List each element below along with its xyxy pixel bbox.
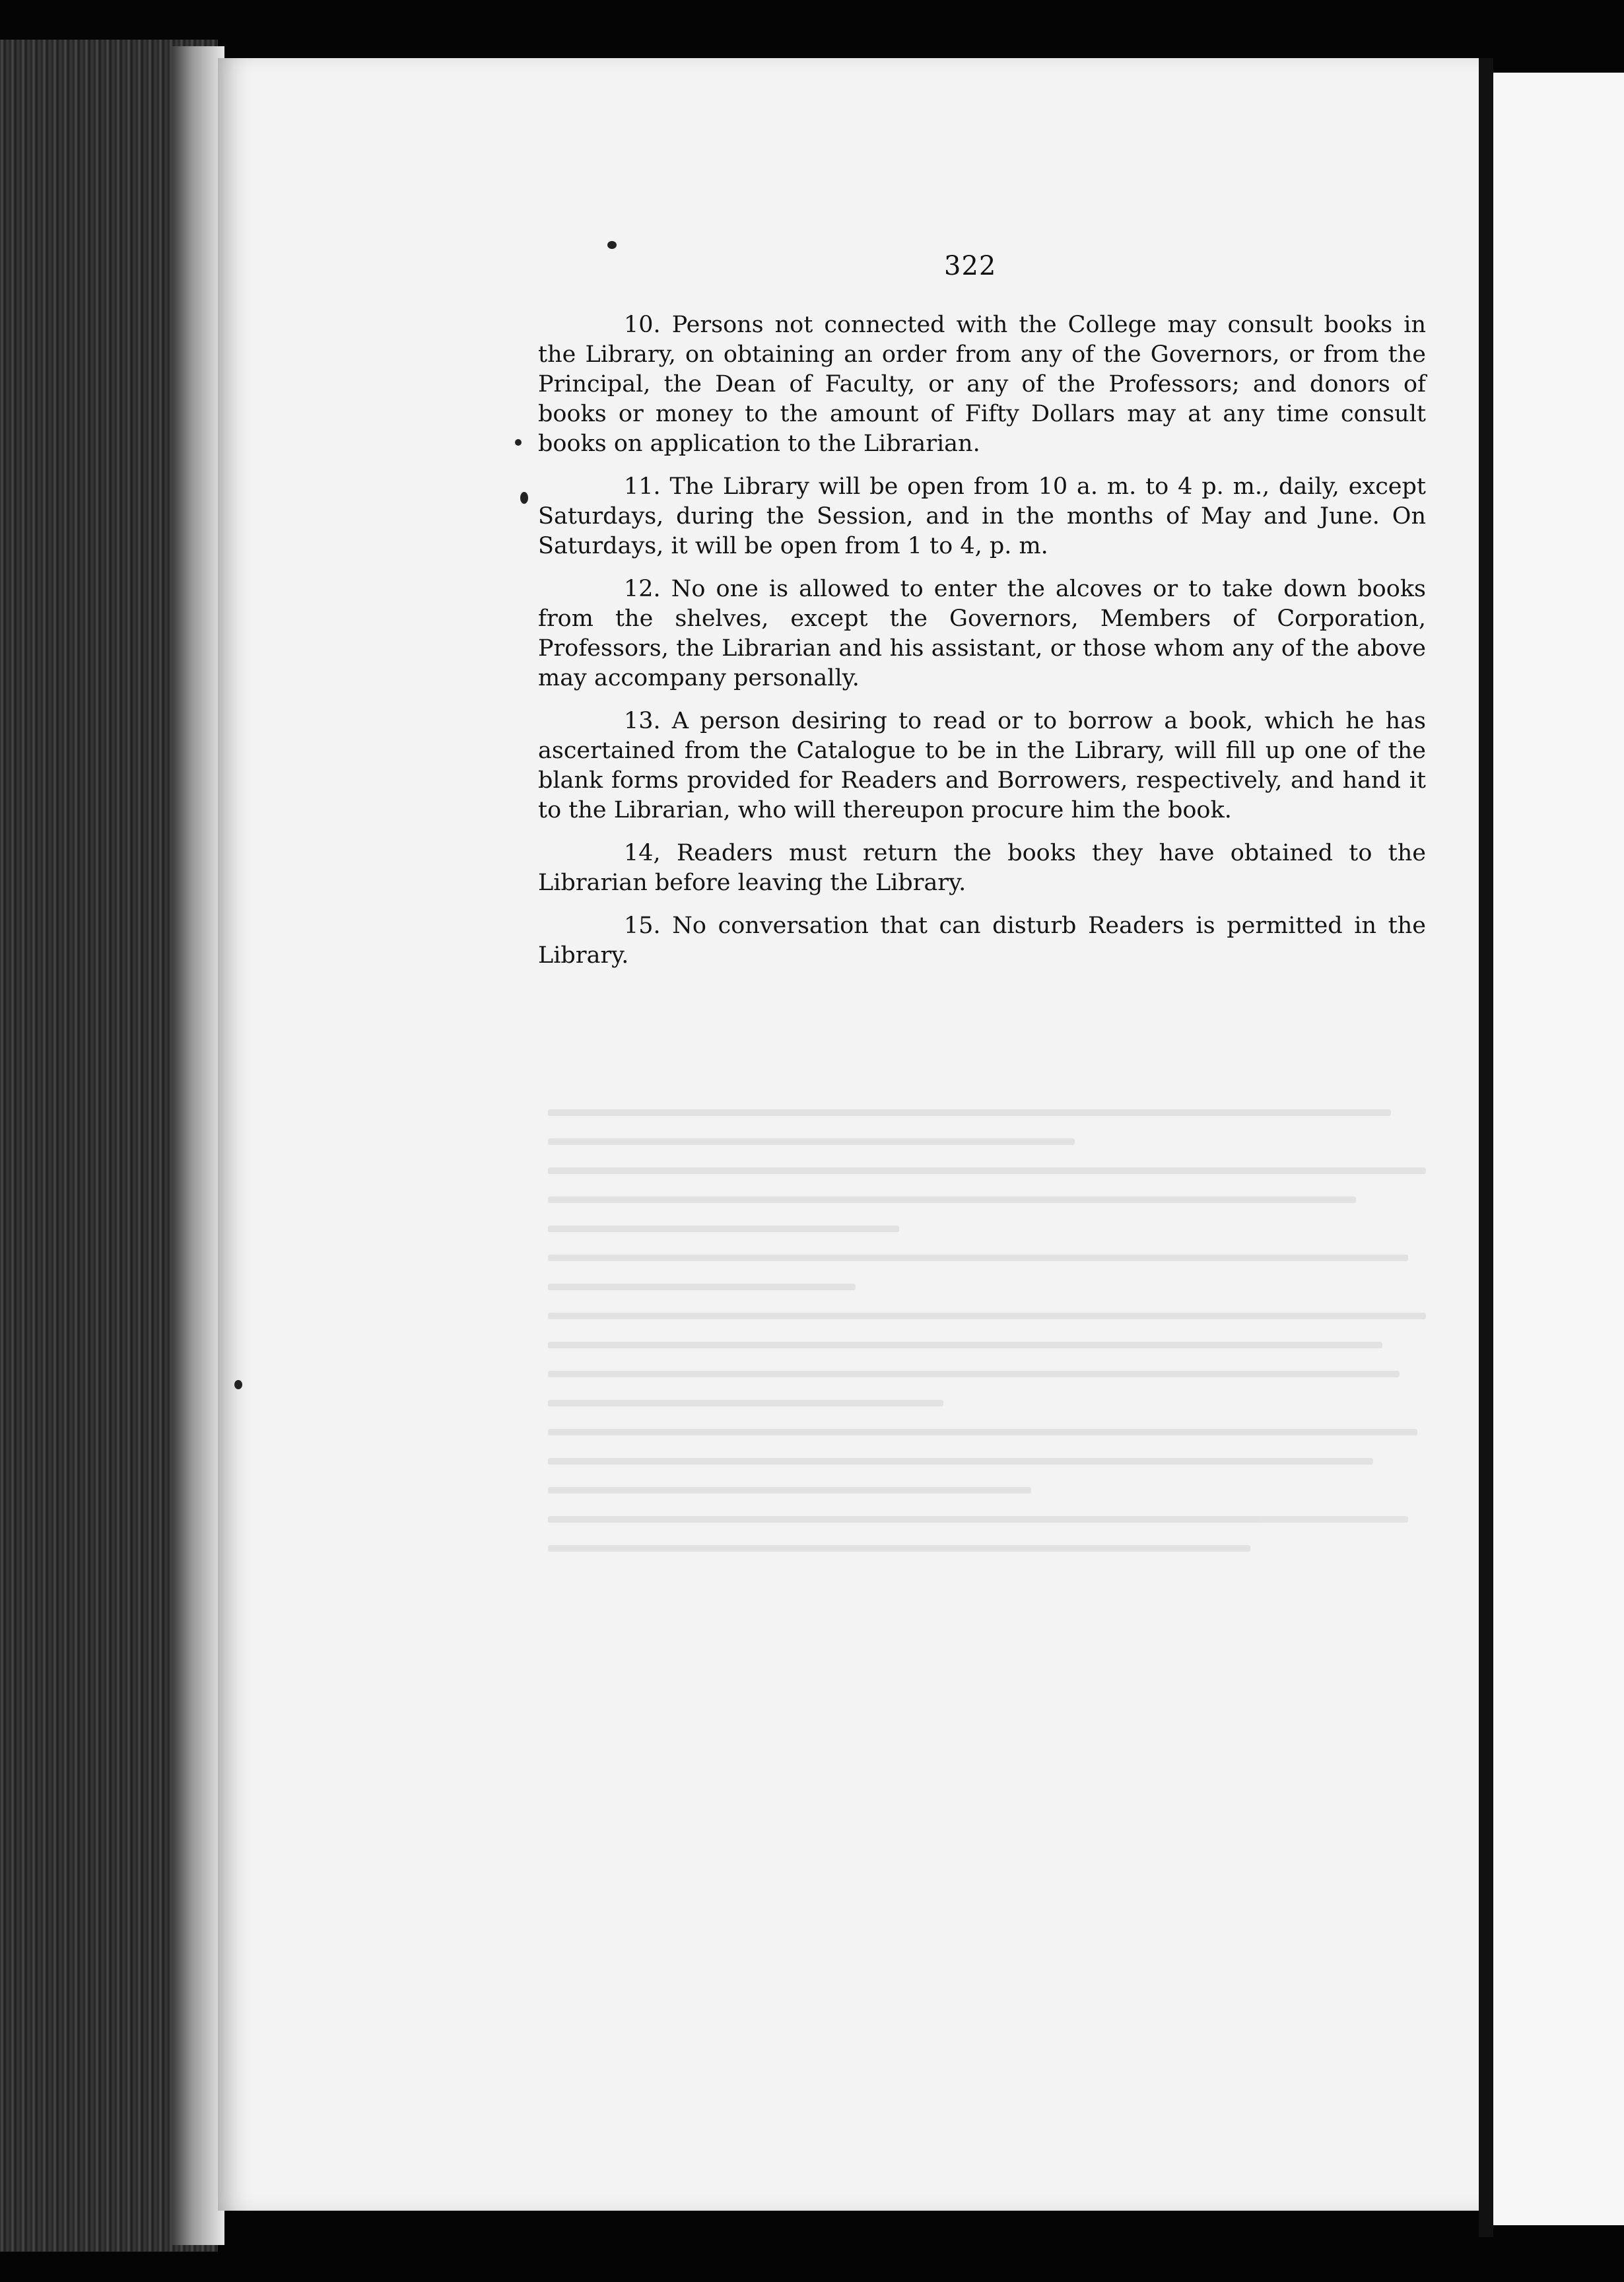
paragraph: [538, 310, 1426, 459]
page-gutter: [1479, 58, 1493, 2237]
paragraph: [538, 707, 1426, 825]
paragraph-number: 11.: [624, 473, 661, 500]
rules-text: [538, 310, 1426, 984]
ink-speck: [607, 241, 617, 249]
paragraph-number: 10.: [624, 312, 661, 338]
paragraph-number: 12.: [624, 576, 661, 602]
paragraph-text: The Library will be open from 10 a. m. to 4 p. m., daily, except Saturdays, during the Session, and in the months of May and June. On Saturdays, it will be open from 1 to 4, p. m.: [538, 473, 1426, 559]
paragraph: [538, 911, 1426, 971]
ink-speck: [520, 492, 528, 504]
paragraph-text: A person desiring to read or to borrow a book, which he has ascertained from the Catalogue to be in the Library, will fill up one of the blank forms provided for Readers and Borrowers, respectively, and hand it to the Librarian, who will thereupon procure him the book.: [538, 708, 1426, 823]
paragraph-text: No one is allowed to enter the alcoves or to take down books from the shelves, except the Governors, Members of Corporation, Professors, the Librarian and his assistant, or those whom any of the above may accompany personally.: [538, 576, 1426, 691]
adjacent-page: [1493, 73, 1624, 2225]
paragraph-text: Persons not connected with the College may consult books in the Library, on obtaining an order from any of the Governors, or from the Principal, the Dean of Faculty, or any of the Professors; and donors of books or money to the amount of Fifty Dollars may at any time consult books on application to the Librarian.: [538, 312, 1426, 457]
paragraph-number: 15.: [624, 913, 661, 939]
page-number: 322: [944, 251, 997, 281]
paragraph: [538, 574, 1426, 693]
paragraph-text: Readers must return the books they have obtained to the Librarian before leaving the Library.: [538, 840, 1426, 896]
paragraph-number: 13.: [624, 708, 661, 734]
paragraph-text: No conversation that can disturb Readers is permitted in the Library.: [538, 913, 1426, 969]
ink-speck: [515, 439, 522, 446]
paragraph-number: 14,: [624, 840, 661, 866]
binding-edge: [172, 46, 224, 2245]
ink-speck: [234, 1380, 242, 1389]
paragraph: [538, 839, 1426, 898]
bleed-through-text: [548, 1109, 1426, 1803]
paragraph: [538, 472, 1426, 561]
